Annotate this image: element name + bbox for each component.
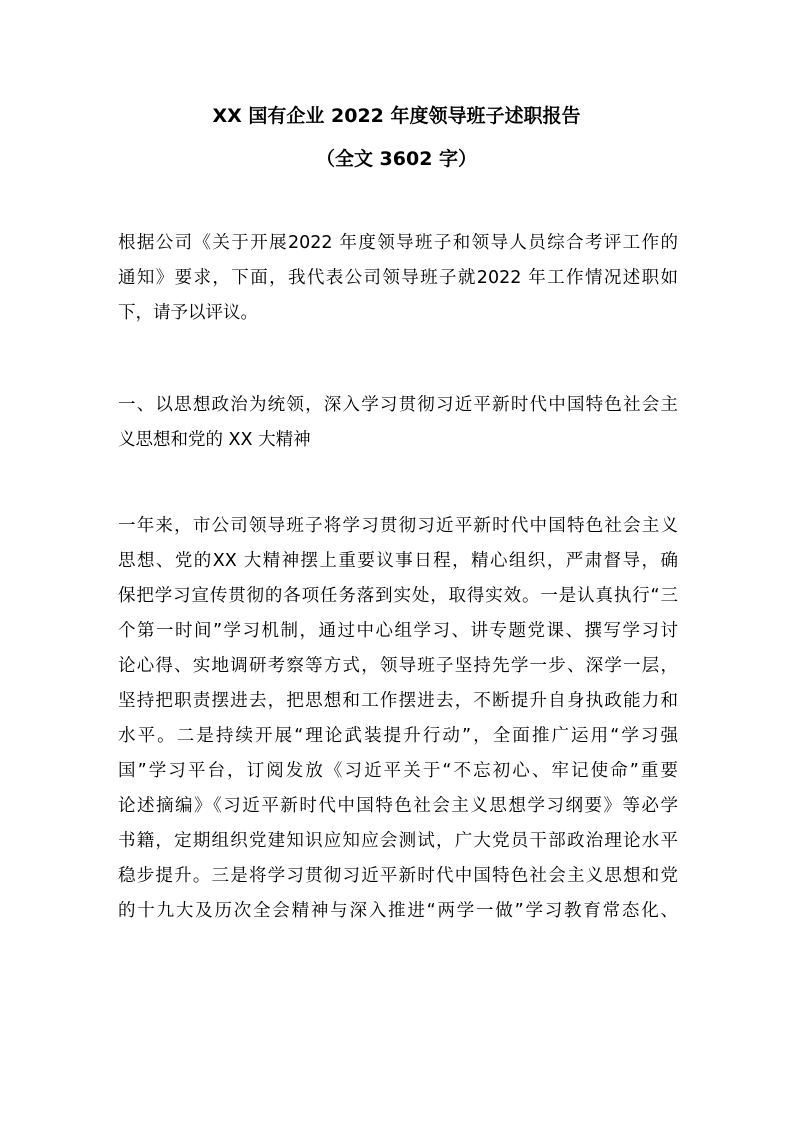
paragraph-line: 思想、党的XX 大精神摆上重要议事日程，精心组织，严肃督导，确 (118, 551, 678, 571)
paragraph-line: 保把学习宣传贯彻的各项任务落到实处，取得实效。一是认真执行“三 (118, 586, 678, 606)
paragraph-line: 论心得、实地调研考察等方式，领导班子坚持先学一步、深学一层， (118, 656, 678, 676)
paragraph-line: 下，请予以评议。 (118, 303, 258, 323)
document-title: XX 国有企业 2022 年度领导班子述职报告 (212, 105, 581, 127)
paragraph-line: 稳步提升。三是将学习贯彻习近平新时代中国特色社会主义思想和党 (118, 866, 678, 886)
paragraph-line: 个第一时间”学习机制，通过中心组学习、讲专题党课、撰写学习讨 (118, 621, 678, 641)
paragraph-line: 根据公司《关于开展2022 年度领导班子和领导人员综合考评工作的 (118, 233, 678, 253)
paragraph-line: 一年来，市公司领导班子将学习贯彻习近平新时代中国特色社会主义 (118, 516, 678, 536)
paragraph-body (118, 509, 678, 929)
document-subtitle: （全文 3602 字） (315, 148, 478, 170)
paragraph-line: 论述摘编》《习近平新时代中国特色社会主义思想学习纲要》等必学 (118, 796, 678, 816)
paragraph-line: 通知》要求，下面，我代表公司领导班子就2022 年工作情况述职如 (118, 268, 678, 288)
paragraph-line: 的十九大及历次全会精神与深入推进“两学一做”学习教育常态化、 (118, 901, 678, 921)
heading-line: 义思想和党的 XX 大精神 (118, 430, 311, 450)
section-heading-1 (118, 388, 678, 458)
paragraph-line: 坚持把职责摆进去，把思想和工作摆进去，不断提升自身执政能力和 (118, 691, 678, 711)
paragraph-line: 书籍，定期组织党建知识应知应会测试，广大党员干部政治理论水平 (118, 831, 678, 851)
heading-line: 一、以思想政治为统领，深入学习贯彻习近平新时代中国特色社会主 (118, 395, 678, 415)
paragraph-line: 国”学习平台，订阅发放《习近平关于“不忘初心、牢记使命”重要 (118, 761, 678, 781)
paragraph-intro (118, 226, 678, 331)
paragraph-line: 水平。二是持续开展“理论武装提升行动”，全面推广运用“学习强 (118, 726, 678, 746)
